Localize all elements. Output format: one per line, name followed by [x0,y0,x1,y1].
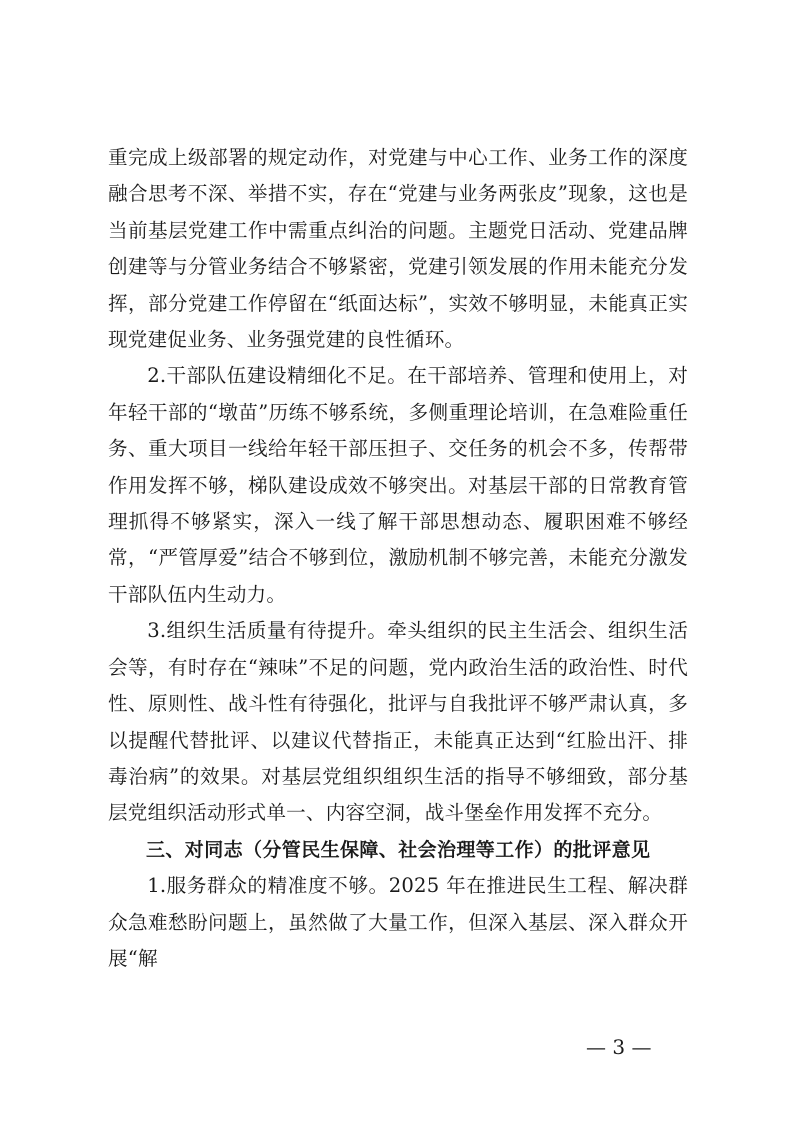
continuation-paragraph: 重完成上级部署的规定动作，对党建与中心工作、业务工作的深度融合思考不深、举措不实，存在“党建与业务两张皮”现象，这也是当前基层党建工作中需重点纠治的问题。主题党日活动、党建品牌创建等与分管业务结合不够紧密，党建引领发展的作用未能充分发挥，部分党建工作停留在“纸面达标”，实效不够明显，未能真正实现党建促业务、业务强党建的良性循环。 [108,146,688,352]
point-2-cadre-team-paragraph: 2.干部队伍建设精细化不足。在干部培养、管理和使用上，对年轻干部的“墩苗”历练不够系统，多侧重理论培训，在急难险重任务、重大项目一线给年轻干部压担子、交任务的机会不多，传帮带作用发挥不够，梯队建设成效不够突出。对基层干部的日常教育管理抓得不够紧实，深入一线了解干部思想动态、履职困难不够经常，“严管厚爱”结合不够到位，激励机制不够完善，未能充分激发干部队伍内生动力。 [108,364,688,606]
point-3-organization-life-paragraph: 3.组织生活质量有待提升。牵头组织的民主生活会、组织生活会等，有时存在“辣味”不足的问题，党内政治生活的政治性、时代性、原则性、战斗性有待强化，批评与自我批评不够严肃认真，多以提醒代替批评、以建议代替指正，未能真正达到“红脸出汗、排毒治病”的效果。对基层党组织组织生活的指导不够细致，部分基层党组织活动形式单一、内容空洞，战斗堡垒作用发挥不充分。 [108,619,688,825]
section-3-heading: 三、对同志（分管民生保障、社会治理等工作）的批评意见 [146,838,651,861]
page-number: — 3 — [586,1035,652,1059]
document-body [108,140,688,977]
point-1-serving-masses-paragraph: 1.服务群众的精准度不够。2025 年在推进民生工程、解决群众急难愁盼问题上，虽然做了大量工作，但深入基层、深入群众开展“解 [108,874,688,970]
